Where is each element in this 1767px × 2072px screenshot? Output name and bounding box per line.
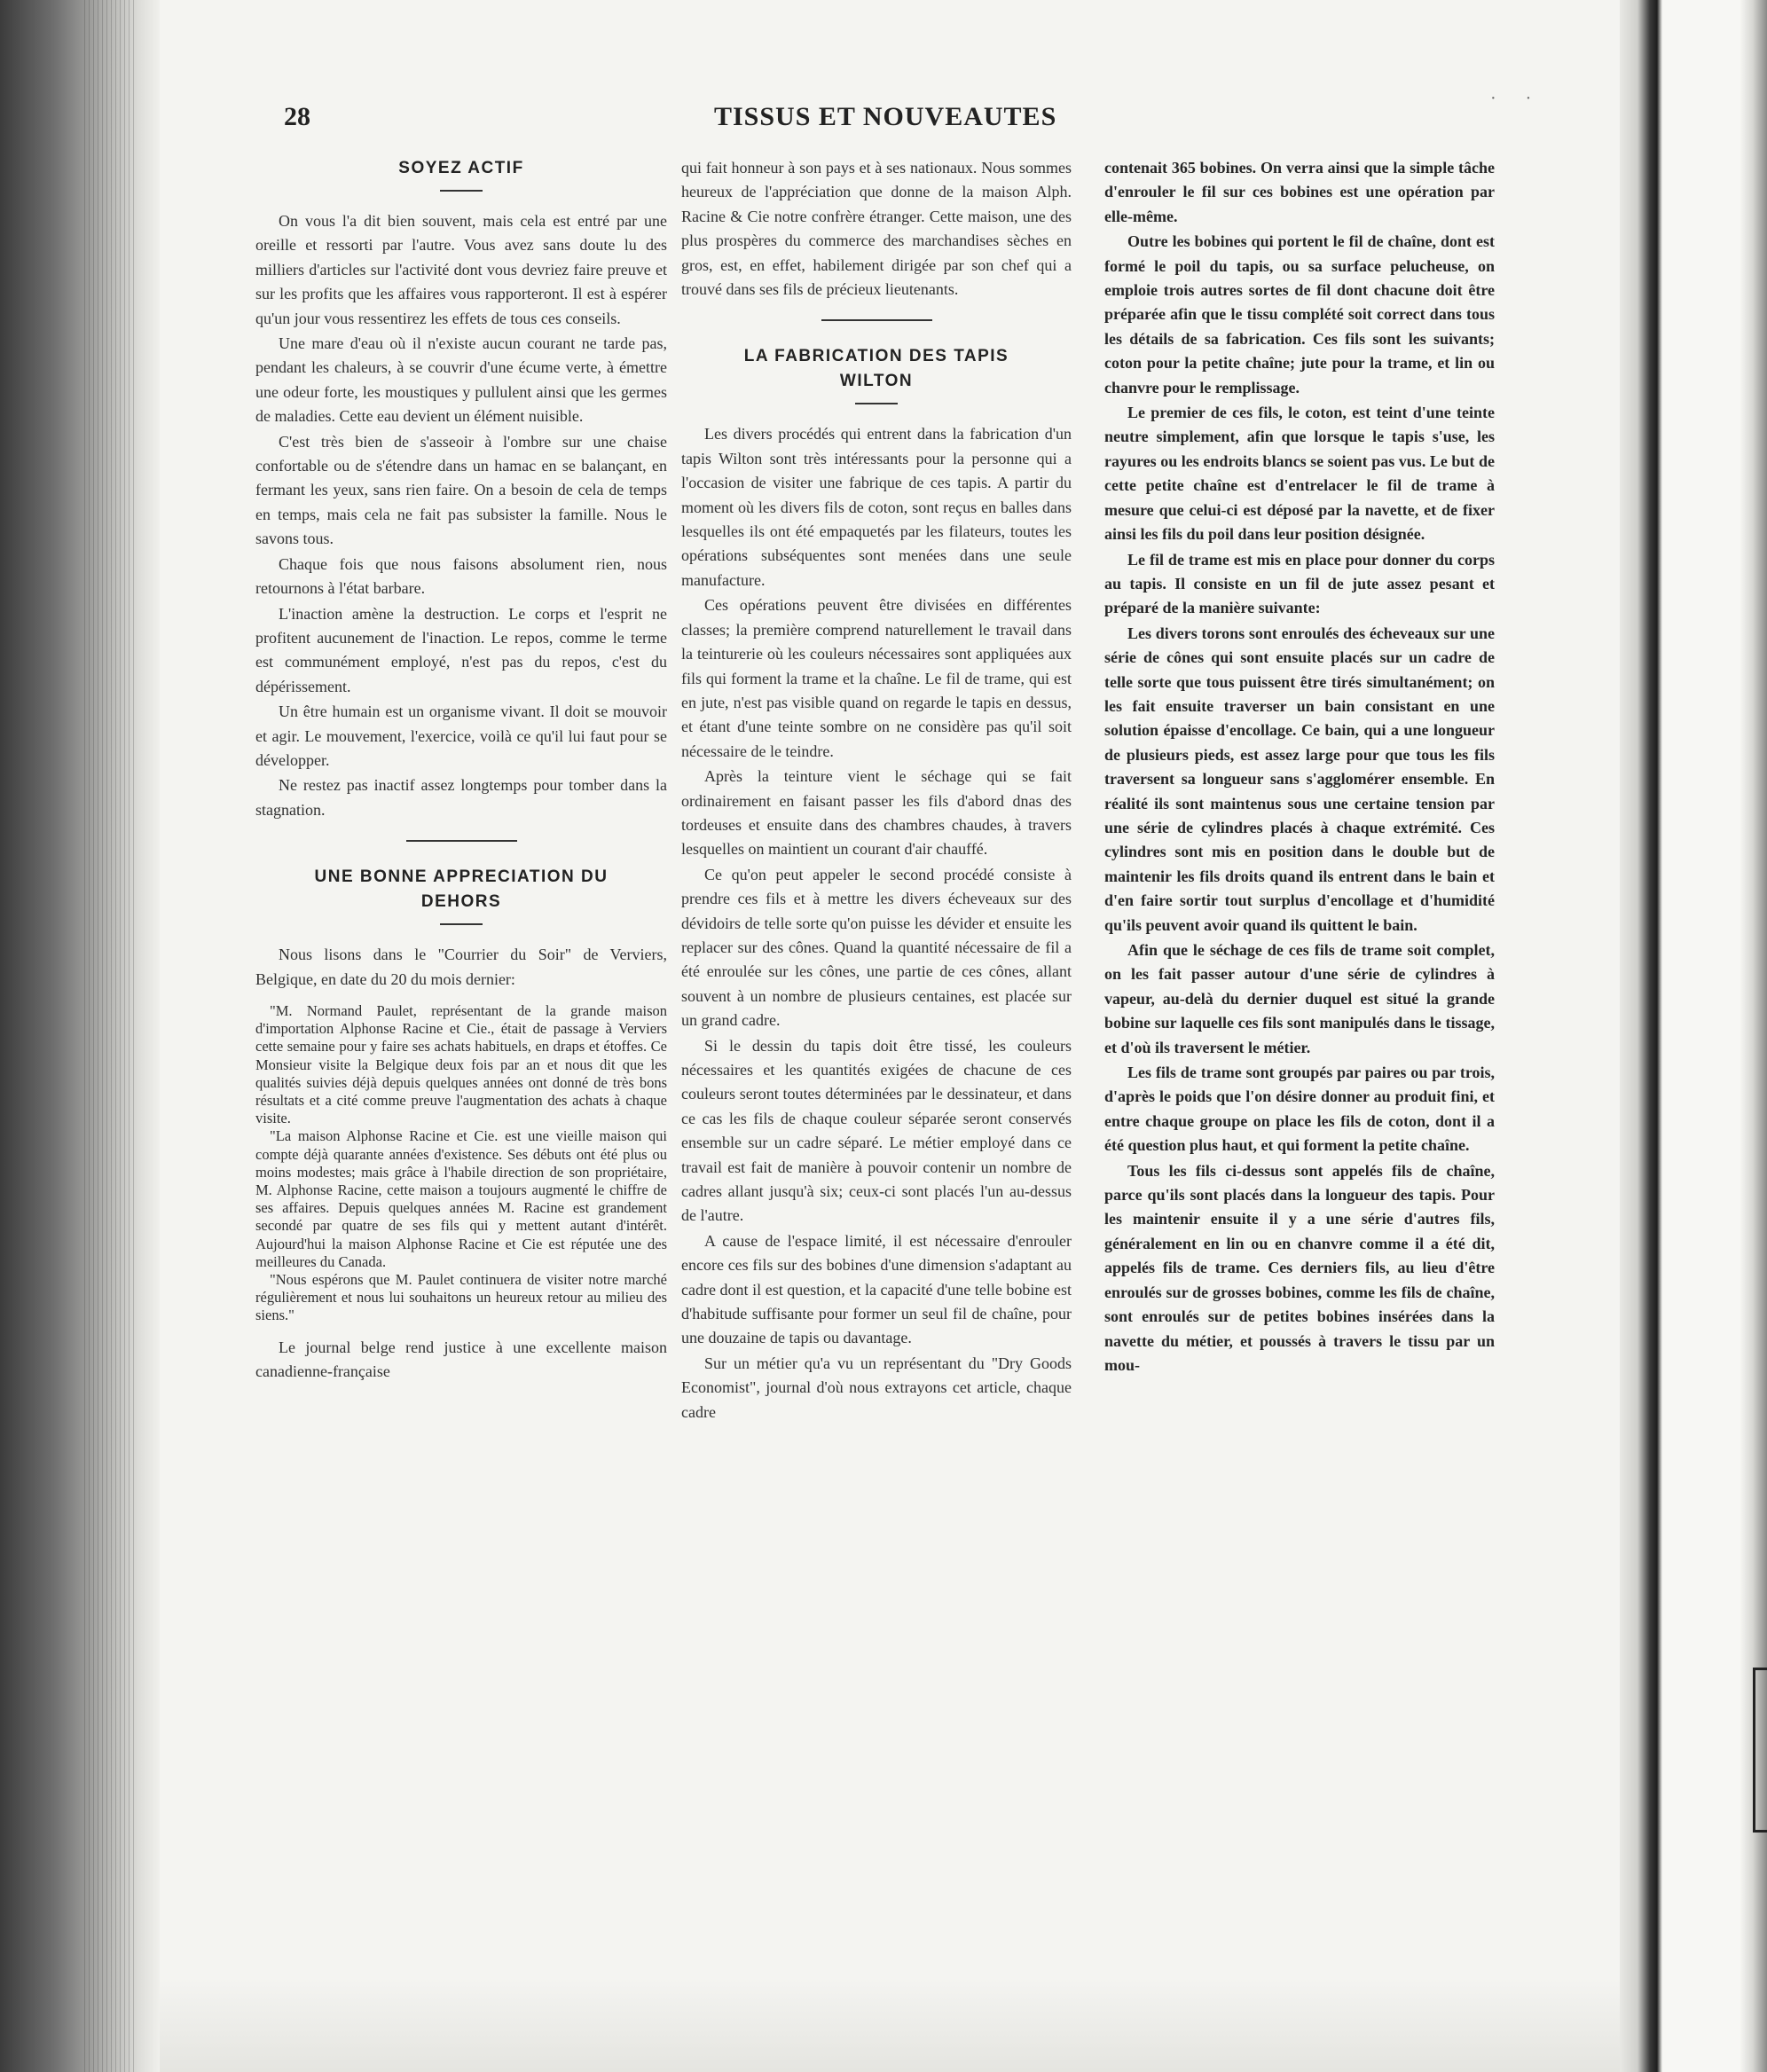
paragraph: Tous les fils ci-dessus sont appelés fils de chaîne, parce qu'ils sont placés dans la longueur des tapis. Pour les maintenir ensuite il y a une série d'autres fils, généralement en lin ou en chanvre comme il a été dit, appelés fils de trame. Ces derniers fils, au lieu d'être enroulés sur de grosses bobines, comme les fils de chaîne, sont enroulés sur de petites bobines insérées dans la navette du métier, et poussés à travers le tissu par un mou-	[1104, 1161, 1495, 1374]
article-title-tapis-wilton	[681, 344, 1072, 394]
paragraph: Sur un métier qu'a vu un représentant du "Dry Goods Economist", journal d'où nous extrayons cet article, chaque cadre	[681, 1354, 1072, 1421]
title-rule	[440, 190, 483, 192]
article-title-bonne-appreciation	[255, 865, 667, 914]
title-line: DEHORS	[420, 892, 502, 912]
paragraph: Les divers procédés qui entrent dans la fabrication d'un tapis Wilton sont très intéressants pour la personne qui a l'occasion de visiter une fabrique de ces tapis. A partir du moment où les divers fils de coton, sont reçus en balles dans lesquelles ils ont été empaquetés par les filateurs, toutes les opérations subséquentes sont menées dans une seule manufacture.	[681, 425, 1072, 589]
binding-page-edges	[84, 0, 137, 2072]
title-line: LA FABRICATION DES TAPIS	[743, 347, 1009, 366]
right-page-gutter	[1620, 0, 1767, 2072]
paragraph: Ne restez pas inactif assez longtemps pour tomber dans la stagnation.	[255, 776, 667, 819]
column-3	[1104, 156, 1495, 1377]
title-line: UNE BONNE APPRECIATION DU	[314, 867, 609, 887]
quote-paragraph: "Nous espérons que M. Paulet continuera de visiter notre marché régulièrement et nous lui souhaitons un heureux retour au milieu des siens."	[255, 1271, 667, 1324]
paragraph: qui fait honneur à son pays et à ses nationaux. Nous sommes heureux de l'appréciation que donne de la maison Alph. Racine & Cie notre confrère étranger. Cette maison, une des plus prospères du commerce des marchandises sèches en gros, est, en effet, habilement dirigée par son chef qui a trouvé dans ses fils de précieux lieutenants.	[681, 159, 1072, 299]
paragraph: Un être humain est un organisme vivant. Il doit se mouvoir et agir. Le mouvement, l'exercice, voilà ce qu'il lui faut pour se développer.	[255, 702, 667, 769]
article-title-soyez-actif: SOYEZ ACTIF	[398, 159, 524, 177]
paragraph: Chaque fois que nous faisons absolument rien, nous retournons à l'état barbare.	[255, 554, 667, 598]
right-page-fragment	[1753, 1668, 1767, 1833]
paragraph: Le premier de ces fils, le coton, est teint d'une teinte neutre simplement, afin que lorsque le tapis s'use, les rayures ou les endroits blancs se soient pas vus. Le but de cette petite chaîne est d'entrelacer le fil de trame à mesure que celui-ci est déposé par la navette, et de fixer ainsi les fils du poil dans leur position désignée.	[1104, 404, 1495, 544]
paragraph: Le journal belge rend justice à une excellente maison canadienne-française	[255, 1338, 667, 1381]
scan-speckles: · ·	[1490, 89, 1544, 108]
quote-paragraph: "La maison Alphonse Racine et Cie. est une vieille maison qui compte déjà quarante années d'existence. Ses débuts ont été plus ou moins modestes; mais grâce à l'habile direction de son propriétaire, M. Alphonse Racine, cette maison a toujours augmenté le chiffre de ses affaires. Depuis quelques années M. Racine est grandement secondé par quatre de ses fils qui y mettent autant d'intérêt. Aujourd'hui la maison Alphonse Racine et Cie est réputée une des meilleures du Canada.	[255, 1127, 667, 1270]
title-rule	[440, 923, 483, 925]
paragraph: L'inaction amène la destruction. Le corps et l'esprit ne profitent aucunement de l'inaction. Le repos, comme le terme est communément employé, n'est pas du repos, c'est du dépérissement.	[255, 604, 667, 695]
paragraph: Une mare d'eau où il n'existe aucun courant ne tarde pas, pendant les chaleurs, à se couvrir d'une écume verte, à émettre une odeur forte, les moustiques y pullulent ainsi que les germes de maladies. Cette eau devient un élément nuisible.	[255, 334, 667, 426]
paragraph: Ces opérations peuvent être divisées en différentes classes; la première comprend naturellement le travail dans la teinturerie où les couleurs nécessaires sont appliquées aux fils qui forment la trame et la chaîne. Le fil de trame, qui est en jute, n'est pas visible quand on regarde le tapis en dessus, et étant d'une teinte sombre on ne considère pas qu'il soit nécessaire de le teindre.	[681, 596, 1072, 760]
paragraph: Afin que le séchage de ces fils de trame soit complet, on les fait passer autour d'une série de cylindres à vapeur, au-delà du dernier duquel est situé la grande bobine sur laquelle ces fils sont manipulés dans le tissage, et d'où ils traversent le métier.	[1104, 941, 1495, 1056]
paragraph: Outre les bobines qui portent le fil de chaîne, dont est formé le poil du tapis, ou sa surface pelucheuse, on emploie trois autres sortes de fil dont chacune doit être préparée afin que le tissu complété soit correct dans tous les détails de sa fabrication. Ces fils sont les suivants; coton pour la petite chaîne; jute pour la trame, et lin ou chanvre pour le remplissage.	[1104, 232, 1495, 396]
title-rule	[855, 403, 898, 404]
paragraph: contenait 365 bobines. On verra ainsi que la simple tâche d'enrouler le fil sur ces bobines est une opération par elle-même.	[1104, 159, 1495, 225]
paragraph: Nous lisons dans le "Courrier du Soir" de Verviers, Belgique, en date du 20 du mois dernier:	[255, 946, 667, 988]
paragraph: A cause de l'espace limité, il est nécessaire d'enrouler encore ces fils sur des bobines d'une dimension s'adaptant au cadre dont il est question, et la capacité d'une telle bobine est d'habitude suffisante pour former un seul fil de chaîne, pour une douzaine de tapis ou davantage.	[681, 1231, 1072, 1347]
paragraph: Ce qu'on peut appeler le second procédé consiste à prendre ces fils et à mettre les divers écheveaux sur des dévidoirs de telle sorte qu'on puisse les dévider et ensuite les replacer sur des cônes. Quand la quantité nécessaire de fil a été enroulée sur les cônes, une partie de ces cônes, allant souvent à un nombre de plusieurs centaines, est placée sur un grand cadre.	[681, 865, 1072, 1030]
article-separator	[406, 840, 517, 842]
quote-paragraph: "M. Normand Paulet, représentant de la grande maison d'importation Alphonse Racine et Cie., était de passage à Verviers cette semaine pour y faire ses achats habituels, en draps et étoffes. Ce Monsieur visite la Belgique deux fois par an et nous dit que les qualités suivies déjà depuis quelques années ont donné de très bons résultats et a cité comme preuve l'augmentation des achats à chaque visite.	[255, 1001, 667, 1127]
paragraph: Les fils de trame sont groupés par paires ou par trois, d'après le poids que l'on désire donner au produit fini, et entre chaque groupe on place les fils de coton, dont il a été question plus haut, et qui forment la petite chaîne.	[1104, 1063, 1495, 1155]
page-bottom-shadow	[160, 1978, 1620, 2072]
paragraph: Après la teinture vient le séchage qui se fait ordinairement en faisant passer les fils d'abord dnas des tordeuses et ensuite dans des chambres chaudes, à travers lesquelles on maintient un courant d'air chauffé.	[681, 767, 1072, 859]
column-2	[681, 156, 1072, 1424]
paragraph: C'est très bien de s'asseoir à l'ombre sur une chaise confortable ou de s'étendre dans un hamac en se balançant, en fermant les yeux, sans rien faire. On a besoin de cela de temps en temps, mais cela ne fait pas subsister la famille. Nous le savons tous.	[255, 432, 667, 548]
magazine-title: TISSUS ET NOUVEAUTES	[714, 102, 1057, 131]
paragraph: Si le dessin du tapis doit être tissé, les couleurs nécessaires et les quantités exigées de chacune de ces couleurs seront toutes déterminées par le dessinateur, et dans ce cas les fils de chaque couleur séparée seront conservés ensemble sur un cadre séparé. Le métier employé dans ce travail est fait de manière à pouvoir contenir un nombre de cadres allant jusqu'à six; ceux-ci sont placés l'un au-dessus de l'autre.	[681, 1036, 1072, 1225]
paragraph: On vous l'a dit bien souvent, mais cela est entré par une oreille et ressorti par l'autre. Vous avez sans doute lu des milliers d'articles sur l'activité dont vous devriez faire preuve et sur les profits que les affaires vous rapporteront. Il est à espérer qu'un jour vous ressentirez les effets de tous ces conseils.	[255, 212, 667, 327]
page-number: 28	[284, 102, 310, 131]
title-line: WILTON	[839, 372, 914, 391]
article-separator	[821, 319, 932, 321]
paragraph: Les divers torons sont enroulés des écheveaux sur une série de cônes qui sont ensuite placés sur un cadre de telle sorte que tous puissent être tirés simultanément; on les fait ensuite traverser un bain consistant en une solution épaisse d'encollage. Ce bain, qui a une longueur de plusieurs pieds, est assez large pour que tous les fils traversent sa longueur sans s'agglomérer ensemble. En réalité ils sont maintenus sous une certaine tension par une série de cylindres placés à chaque extrémité. Ces cylindres sont mis en position dans le double but de maintenir les fils droits quand ils entrent dans le bain et d'en faire sortir tout surplus d'encollage et d'humidité qu'ils peuvent avoir quand ils quittent le bain.	[1104, 624, 1495, 934]
column-1	[255, 156, 667, 1384]
magazine-page	[160, 0, 1620, 2072]
paragraph: Le fil de trame est mis en place pour donner du corps au tapis. Il consiste en un fil de jute assez pesant et préparé de la manière suivante:	[1104, 550, 1495, 617]
